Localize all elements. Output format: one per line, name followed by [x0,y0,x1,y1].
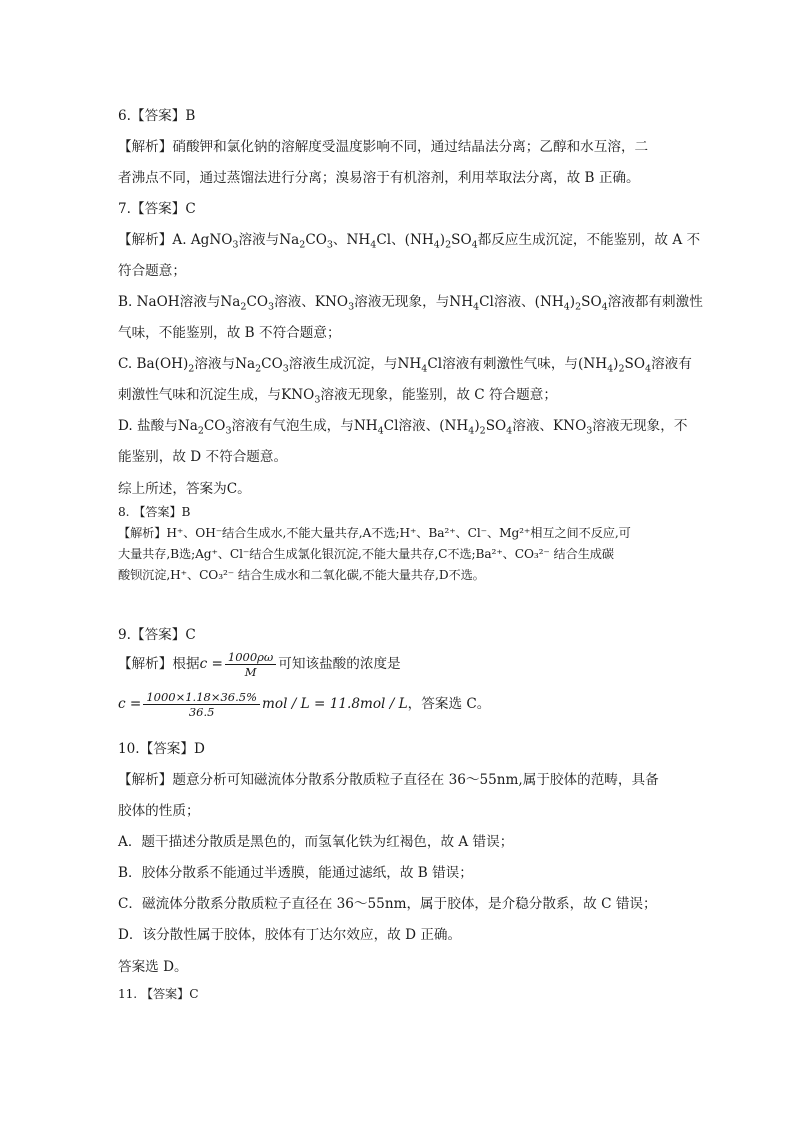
q8-analysis-line-2: 大量共存,B选;Ag⁺、Cl⁻结合生成氯化银沉淀,不能大量共存,C不选;Ba²⁺、CO₃²⁻ 结合生成碳 [118,547,614,561]
q7-option-d-line-2: 能鉴别，故 D 不符合题意。 [118,449,288,465]
q6-analysis-line-2: 者沸点不同，通过蒸馏法进行分离；溴易溶于有机溶剂，利用萃取法分离，故 B 正确。 [118,170,640,186]
q7-option-a-line-2: 符合题意； [118,263,186,279]
q10-option-d: D．该分散性属于胶体，胶体有丁达尔效应，故 D 正确。 [118,927,462,943]
q10-analysis-line-1: 【解析】题意分析可知磁流体分散系分散质粒子直径在 36～55nm,属于胶体的范畴，具备 [118,772,659,788]
q9-calc-result: mol / L = 11.8mol / L [262,696,408,712]
q7-option-a-line-1: 【解析】A. AgNO$_3$溶液与$Na_2CO_3$、$NH_4Cl$、$(NH_4)_2SO_4$都反应生成沉淀，不能鉴别，故 A 不 [118,232,701,251]
q10-summary: 答案选 D。 [118,959,188,975]
q10-option-b: B．胶体分散系不能通过半透膜，能通过滤纸，故 B 错误； [118,865,473,881]
q9-calc-fraction: $\frac{1000\times 1.18\times 36.5\%}{36.5}$ [143,690,260,719]
q8-analysis-line-1: 【解析】H⁺、OH⁻结合生成水,不能大量共存,A不选;H⁺、Ba²⁺、Cl⁻、Mg²⁺相互之间不反应,可 [118,526,631,540]
q6-answer-heading: 6.【答案】B [118,108,196,124]
q9-analysis-formula-line: 【解析】根据c = $\frac{1000\rho\omega}{M}$ 可知该盐酸的浓度是 [118,650,401,679]
q9-answer-heading: 9.【答案】C [118,627,196,643]
q11-answer-heading: 11. 【答案】C [118,987,199,1001]
q10-option-a: A．题干描述分散质是黑色的，而氢氧化铁为红褐色，故 A 错误； [118,834,514,850]
q6-analysis-line-1: 【解析】硝酸钾和氯化钠的溶解度受温度影响不同，通过结晶法分离；乙醇和水互溶，二 [118,139,649,155]
q7-option-b-line-1: B. NaOH溶液与$Na_2CO_3$溶液、$KNO_3$溶液无现象，与$NH_4Cl$溶液、$(NH_4)_2SO_4$溶液都有刺激性 [118,294,703,313]
q10-analysis-line-2: 胶体的性质； [118,803,200,819]
q10-option-c: C．磁流体分散系分散质粒子直径在 36～55nm，属于胶体，是介稳分散系，故 C 错误； [118,896,657,912]
q9-calc-lhs: c = [118,696,142,712]
q7-summary: 综上所述，答案为C。 [118,481,251,497]
q7-option-d-line-1: D. 盐酸与$Na_2CO_3$溶液有气泡生成，与$NH_4Cl$溶液、$(NH_4)_2SO_4$溶液、$KNO_3$溶液无现象，不 [118,418,688,437]
q8-answer-heading: 8. 【答案】B [118,505,191,519]
q9-calculation-line: c = $\frac{1000\times 1.18\times 36.5\%}{36.5}$ mol / L = 11.8mol / L，答案选 C。 [118,690,491,719]
q9-formula-lhs: c = [199,656,223,672]
q8-analysis-line-3: 酸钡沉淀,H⁺、CO₃²⁻ 结合生成水和二氧化碳,不能大量共存,D不选。 [118,568,485,582]
q7-option-c-line-1: C. $Ba(OH)_2$溶液与$Na_2CO_3$溶液生成沉淀，与$NH_4Cl$溶液有刺激性气味，与$(NH_4)_2SO_4$溶液有 [118,356,692,375]
q7-option-c-line-2: 刺激性气味和沉淀生成，与$KNO_3$溶液无现象，能鉴别，故 C 符合题意； [118,387,557,406]
q9-concentration-fraction: $\frac{1000\rho\omega}{M}$ [225,650,276,679]
q7-option-b-line-2: 气味，不能鉴别，故 B 不符合题意； [118,325,341,341]
q7-answer-heading: 7.【答案】C [118,201,196,217]
q10-answer-heading: 10.【答案】D [118,741,205,757]
